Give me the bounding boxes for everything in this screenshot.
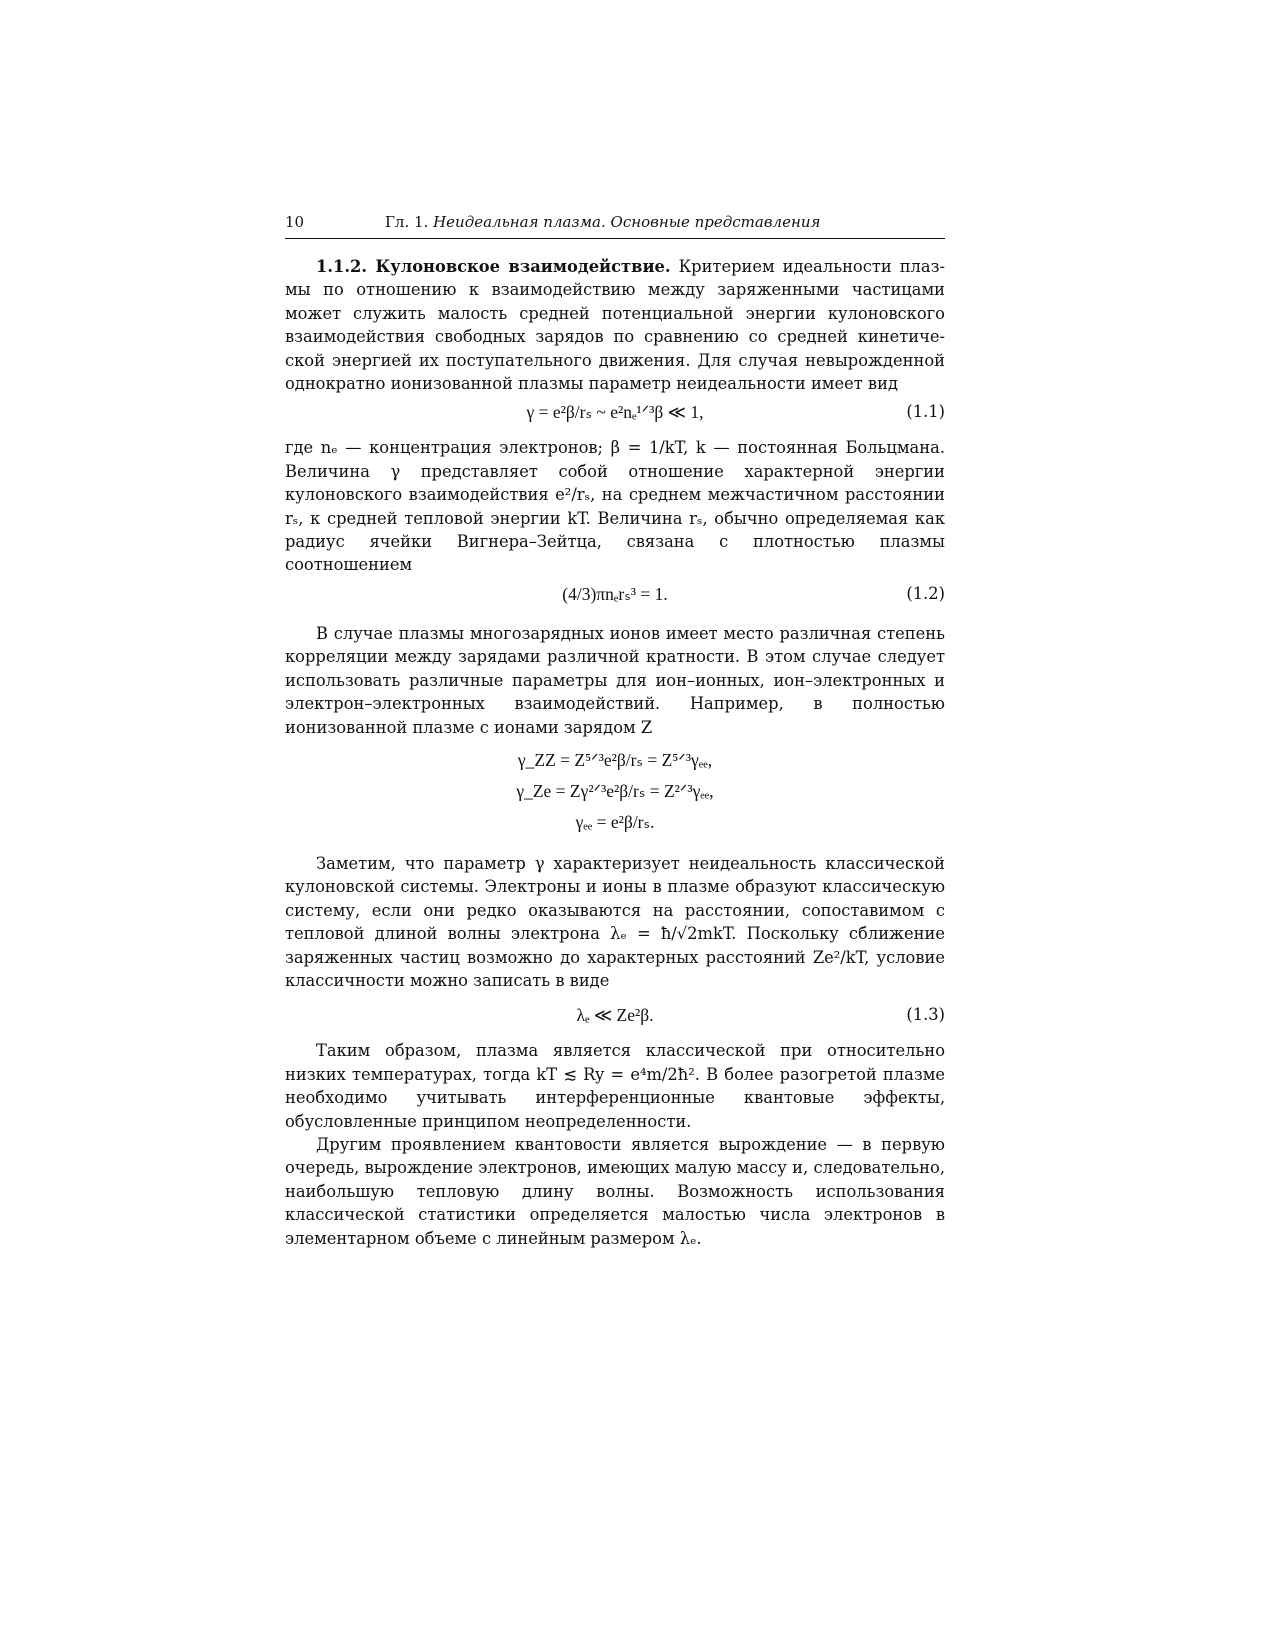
section-heading: 1.1.2. Кулоновское взаимодействие. bbox=[316, 257, 671, 276]
equation-gamma-ee-formula: γₑₑ = e²β/rₛ. bbox=[575, 811, 655, 832]
book-page bbox=[285, 212, 945, 1250]
equation-1-1 bbox=[285, 399, 945, 426]
equation-1-3-number: (1.3) bbox=[906, 1005, 945, 1025]
running-header bbox=[285, 212, 945, 239]
equation-1-2-number: (1.2) bbox=[906, 583, 945, 603]
equation-1-1-formula: γ = e²β/rₛ ~ e²nₑ¹ᐟ³β ≪ 1, bbox=[526, 402, 704, 423]
equation-1-2-formula: (4/3)πnₑrₛ³ = 1. bbox=[562, 583, 668, 604]
equation-1-3 bbox=[285, 1002, 945, 1029]
equation-gamma-ze bbox=[285, 776, 945, 807]
equation-1-1-number: (1.1) bbox=[906, 402, 945, 422]
equation-gamma-ee bbox=[285, 807, 945, 838]
equation-gamma-zz bbox=[285, 745, 945, 776]
paragraph-temperature: Таким образом, плазма является классической при относительно низких температурах, тогда kT ≲ Ry = e⁴m/2ħ². В более разогретой плазме необходимо учитывать интерференционные квантовые эффекты, обусловленные принципом неопределенности. bbox=[285, 1041, 945, 1131]
equation-gamma-zz-formula: γ_ZZ = Z⁵ᐟ³e²β/rₛ = Z⁵ᐟ³γₑₑ, bbox=[517, 749, 713, 770]
equation-group-gamma bbox=[285, 745, 945, 838]
paragraph-multicharged: В случае плазмы многозарядных ионов имеет место различная степень корреляции между зарядами различной кратности. В этом случае следует использовать различные параметры для ион–ионных, ион–электронных и электрон–электронных взаимодействий. Например, в полностью ионизованной плазме с ионами зарядом Z bbox=[285, 623, 945, 737]
paragraph-degeneracy: Другим проявлением квантовости является вырождение — в первую очередь, вырождение электронов, имеющих малую массу и, следовательно, наибольшую тепловую длину волны. Возможность использования классической статистики определяется малостью числа электронов в элементарном объеме с линейным размером λₑ. bbox=[285, 1134, 945, 1248]
paragraph-definitions: где nₑ — концентрация электронов; β = 1/kT, k — постоянная Больцмана. Величина γ представляет собой отношение характерной энергии кулоновского взаимодействия e²/rₛ, на среднем межчастичном расстоянии rₛ, к средней тепловой энергии kT. Величина rₛ, обычно определяемая как радиус ячейки Вигнера–Зейтца, связана с плотностью плазмы соотношением bbox=[285, 438, 945, 575]
paragraph-intro-text: Критерием идеальности плазмы по отношению к взаимодействию между заряженными частицами может служить малость средней потенциальной энергии кулоновского взаимодействия свободных зарядов по сравнению со средней кинетической энергией их поступательного движения. Для случая невырожденной однократно ионизованной плазмы параметр неидеальности имеет вид bbox=[285, 257, 945, 394]
page-number: 10 bbox=[285, 213, 305, 231]
running-title bbox=[385, 212, 945, 232]
equation-1-2 bbox=[285, 581, 945, 608]
equation-gamma-ze-formula: γ_Ze = Zγ²ᐟ³e²β/rₛ = Z²ᐟ³γₑₑ, bbox=[516, 780, 714, 801]
equation-1-3-formula: λₑ ≪ Ze²β. bbox=[576, 1005, 654, 1026]
paragraph-intro bbox=[285, 255, 945, 395]
chapter-label: Гл. 1. bbox=[385, 213, 429, 231]
paragraph-classicality: Заметим, что параметр γ характеризует неидеальность классической кулоновской системы. Электроны и ионы в плазме образуют классическую систему, если они редко оказываются на расстоянии, сопоставимом с тепловой длиной волны электрона λₑ = ħ/√2mkT. Поскольку сближение заряженных частиц возможно до характерных расстояний Ze²/kT, условие классичности можно записать в виде bbox=[285, 853, 945, 990]
chapter-title: Неидеальная плазма. Основные представления bbox=[433, 213, 821, 231]
